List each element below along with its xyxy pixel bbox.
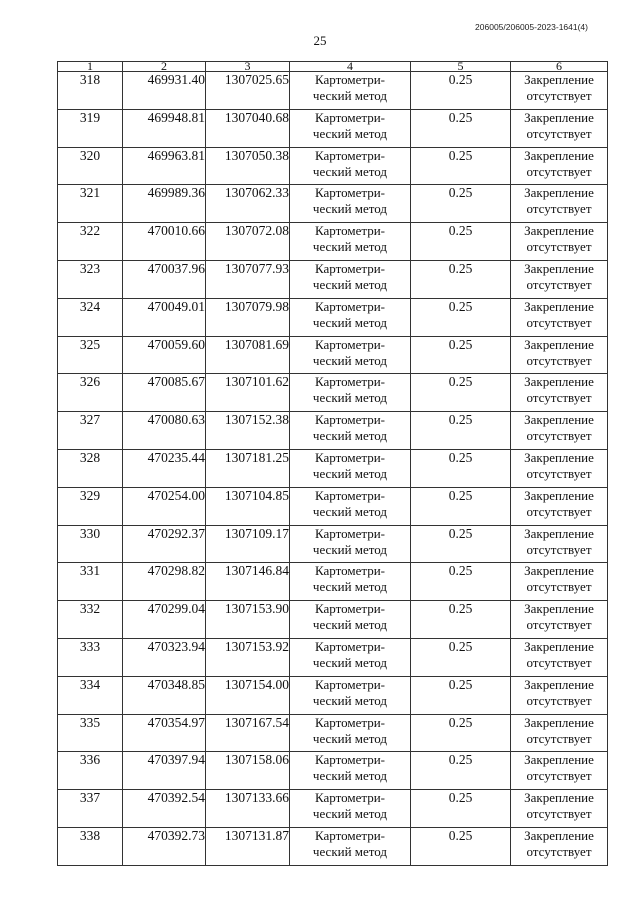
method-line-2: ческий метод — [312, 579, 388, 595]
table-row — [58, 260, 608, 298]
x-coordinate-cell: 470085.67 — [123, 374, 206, 412]
method-line-2: ческий метод — [312, 352, 388, 368]
fixation-cell — [511, 487, 608, 525]
column-header-4: 4 — [290, 62, 411, 72]
point-number-cell: 323 — [58, 260, 123, 298]
x-coordinate-cell: 470323.94 — [123, 638, 206, 676]
fixation-line-1: Закрепление — [524, 260, 594, 276]
fixation-line-1: Закрепление — [524, 147, 594, 163]
x-coordinate-cell: 470392.73 — [123, 827, 206, 865]
fixation-line-1: Закрепление — [524, 449, 594, 465]
table-row — [58, 336, 608, 374]
fixation-cell — [511, 676, 608, 714]
point-number-cell: 326 — [58, 374, 123, 412]
method-cell — [290, 752, 411, 790]
table-row — [58, 147, 608, 185]
fixation-line-1: Закрепление — [524, 827, 594, 843]
fixation-cell — [511, 714, 608, 752]
method-line-1: Картометри- — [315, 412, 385, 428]
point-number-cell: 336 — [58, 752, 123, 790]
table-row — [58, 223, 608, 261]
y-coordinate-cell: 1307025.65 — [206, 72, 290, 110]
document-id: 206005/206005-2023-1641(4) — [475, 22, 588, 32]
method-cell — [290, 525, 411, 563]
x-coordinate-cell: 470080.63 — [123, 412, 206, 450]
fixation-line-2: отсутствует — [526, 692, 592, 708]
fixation-line-2: отсутствует — [526, 730, 592, 746]
fixation-line-2: отсутствует — [526, 201, 592, 217]
x-coordinate-cell: 470392.54 — [123, 790, 206, 828]
x-coordinate-cell: 470354.97 — [123, 714, 206, 752]
point-number-cell: 324 — [58, 298, 123, 336]
fixation-line-2: отсутствует — [526, 125, 592, 141]
method-line-2: ческий метод — [312, 503, 388, 519]
column-header-3: 3 — [206, 62, 290, 72]
fixation-cell — [511, 412, 608, 450]
method-line-2: ческий метод — [312, 163, 388, 179]
point-number-cell: 320 — [58, 147, 123, 185]
y-coordinate-cell: 1307153.90 — [206, 601, 290, 639]
y-coordinate-cell: 1307062.33 — [206, 185, 290, 223]
fixation-line-2: отсутствует — [526, 88, 592, 103]
fixation-line-2: отсутствует — [526, 768, 592, 784]
method-line-1: Картометри- — [315, 638, 385, 654]
fixation-line-2: отсутствует — [526, 314, 592, 330]
method-line-1: Картометри- — [315, 752, 385, 768]
error-cell: 0.25 — [411, 72, 511, 110]
fixation-cell — [511, 298, 608, 336]
fixation-line-1: Закрепление — [524, 298, 594, 314]
method-line-2: ческий метод — [312, 843, 388, 859]
fixation-line-2: отсутствует — [526, 276, 592, 292]
y-coordinate-cell: 1307152.38 — [206, 412, 290, 450]
point-number-cell: 325 — [58, 336, 123, 374]
fixation-line-2: отсутствует — [526, 541, 592, 557]
fixation-cell — [511, 790, 608, 828]
y-coordinate-cell: 1307077.93 — [206, 260, 290, 298]
method-line-1: Картометри- — [315, 223, 385, 239]
table-row — [58, 185, 608, 223]
point-number-cell: 327 — [58, 412, 123, 450]
coordinates-table — [57, 61, 608, 866]
method-line-1: Картометри- — [315, 72, 385, 87]
method-cell — [290, 260, 411, 298]
fixation-cell — [511, 223, 608, 261]
x-coordinate-cell: 470292.37 — [123, 525, 206, 563]
error-cell: 0.25 — [411, 601, 511, 639]
error-cell: 0.25 — [411, 412, 511, 450]
point-number-cell: 338 — [58, 827, 123, 865]
table-row — [58, 109, 608, 147]
y-coordinate-cell: 1307081.69 — [206, 336, 290, 374]
method-line-1: Картометри- — [315, 260, 385, 276]
method-cell — [290, 487, 411, 525]
method-line-2: ческий метод — [312, 768, 388, 784]
point-number-cell: 332 — [58, 601, 123, 639]
page-number: 25 — [313, 33, 327, 48]
method-line-1: Картометри- — [315, 298, 385, 314]
y-coordinate-cell: 1307131.87 — [206, 827, 290, 865]
error-cell: 0.25 — [411, 449, 511, 487]
point-number-cell: 318 — [58, 72, 123, 110]
x-coordinate-cell: 470299.04 — [123, 601, 206, 639]
x-coordinate-cell: 470397.94 — [123, 752, 206, 790]
fixation-line-2: отсутствует — [526, 503, 592, 519]
table-row — [58, 563, 608, 601]
table-row — [58, 752, 608, 790]
method-cell — [290, 374, 411, 412]
point-number-cell: 335 — [58, 714, 123, 752]
table-row — [58, 449, 608, 487]
fixation-cell — [511, 638, 608, 676]
error-cell: 0.25 — [411, 676, 511, 714]
x-coordinate-cell: 469931.40 — [123, 72, 206, 110]
table-row — [58, 374, 608, 412]
error-cell: 0.25 — [411, 752, 511, 790]
fixation-line-1: Закрепление — [524, 72, 594, 87]
fixation-line-1: Закрепление — [524, 412, 594, 428]
x-coordinate-cell: 469963.81 — [123, 147, 206, 185]
method-cell — [290, 676, 411, 714]
method-cell — [290, 412, 411, 450]
method-cell — [290, 336, 411, 374]
method-line-2: ческий метод — [312, 654, 388, 670]
method-line-2: ческий метод — [312, 730, 388, 746]
table-row — [58, 525, 608, 563]
method-cell — [290, 827, 411, 865]
x-coordinate-cell: 470010.66 — [123, 223, 206, 261]
fixation-cell — [511, 563, 608, 601]
error-cell: 0.25 — [411, 336, 511, 374]
table-row — [58, 298, 608, 336]
method-line-2: ческий метод — [312, 201, 388, 217]
method-cell — [290, 72, 411, 110]
method-line-1: Картометри- — [315, 525, 385, 541]
method-line-2: ческий метод — [312, 239, 388, 255]
table-row — [58, 676, 608, 714]
method-cell — [290, 223, 411, 261]
table-row — [58, 827, 608, 865]
x-coordinate-cell: 470037.96 — [123, 260, 206, 298]
y-coordinate-cell: 1307050.38 — [206, 147, 290, 185]
y-coordinate-cell: 1307133.66 — [206, 790, 290, 828]
table-row — [58, 790, 608, 828]
fixation-line-1: Закрепление — [524, 487, 594, 503]
fixation-cell — [511, 827, 608, 865]
method-line-1: Картометри- — [315, 601, 385, 617]
fixation-line-2: отсутствует — [526, 579, 592, 595]
table-row — [58, 638, 608, 676]
column-header-2: 2 — [123, 62, 206, 72]
method-cell — [290, 638, 411, 676]
fixation-cell — [511, 601, 608, 639]
fixation-cell — [511, 72, 608, 110]
fixation-line-1: Закрепление — [524, 752, 594, 768]
method-line-2: ческий метод — [312, 314, 388, 330]
method-line-1: Картометри- — [315, 147, 385, 163]
column-header-6: 6 — [511, 62, 608, 72]
method-line-2: ческий метод — [312, 806, 388, 822]
error-cell: 0.25 — [411, 487, 511, 525]
fixation-line-2: отсутствует — [526, 654, 592, 670]
y-coordinate-cell: 1307040.68 — [206, 109, 290, 147]
point-number-cell: 322 — [58, 223, 123, 261]
method-line-1: Картометри- — [315, 790, 385, 806]
x-coordinate-cell: 470235.44 — [123, 449, 206, 487]
fixation-line-2: отсутствует — [526, 806, 592, 822]
method-line-1: Картометри- — [315, 714, 385, 730]
method-line-1: Картометри- — [315, 676, 385, 692]
method-cell — [290, 185, 411, 223]
error-cell: 0.25 — [411, 223, 511, 261]
x-coordinate-cell: 469948.81 — [123, 109, 206, 147]
column-header-1: 1 — [58, 62, 123, 72]
y-coordinate-cell: 1307079.98 — [206, 298, 290, 336]
fixation-cell — [511, 752, 608, 790]
fixation-line-1: Закрепление — [524, 676, 594, 692]
y-coordinate-cell: 1307154.00 — [206, 676, 290, 714]
fixation-cell — [511, 525, 608, 563]
fixation-line-1: Закрепление — [524, 563, 594, 579]
header-row — [58, 62, 608, 72]
x-coordinate-cell: 470298.82 — [123, 563, 206, 601]
method-line-1: Картометри- — [315, 185, 385, 201]
x-coordinate-cell: 469989.36 — [123, 185, 206, 223]
fixation-line-1: Закрепление — [524, 336, 594, 352]
method-line-2: ческий метод — [312, 465, 388, 481]
method-line-1: Картометри- — [315, 563, 385, 579]
error-cell: 0.25 — [411, 298, 511, 336]
method-line-2: ческий метод — [312, 88, 388, 103]
y-coordinate-cell: 1307072.08 — [206, 223, 290, 261]
point-number-cell: 319 — [58, 109, 123, 147]
fixation-line-1: Закрепление — [524, 223, 594, 239]
error-cell: 0.25 — [411, 638, 511, 676]
table-row — [58, 412, 608, 450]
method-line-1: Картометри- — [315, 449, 385, 465]
method-cell — [290, 714, 411, 752]
method-line-1: Картометри- — [315, 827, 385, 843]
fixation-line-2: отсутствует — [526, 465, 592, 481]
fixation-cell — [511, 449, 608, 487]
table-row — [58, 601, 608, 639]
method-cell — [290, 601, 411, 639]
y-coordinate-cell: 1307109.17 — [206, 525, 290, 563]
fixation-cell — [511, 336, 608, 374]
error-cell: 0.25 — [411, 260, 511, 298]
fixation-line-1: Закрепление — [524, 109, 594, 125]
fixation-line-1: Закрепление — [524, 525, 594, 541]
error-cell: 0.25 — [411, 790, 511, 828]
method-line-1: Картометри- — [315, 336, 385, 352]
x-coordinate-cell: 470049.01 — [123, 298, 206, 336]
fixation-cell — [511, 109, 608, 147]
y-coordinate-cell: 1307104.85 — [206, 487, 290, 525]
column-header-5: 5 — [411, 62, 511, 72]
fixation-line-1: Закрепление — [524, 638, 594, 654]
method-line-2: ческий метод — [312, 692, 388, 708]
method-cell — [290, 449, 411, 487]
fixation-cell — [511, 374, 608, 412]
error-cell: 0.25 — [411, 109, 511, 147]
table-row — [58, 72, 608, 110]
fixation-cell — [511, 147, 608, 185]
method-cell — [290, 298, 411, 336]
fixation-line-2: отсутствует — [526, 843, 592, 859]
y-coordinate-cell: 1307167.54 — [206, 714, 290, 752]
fixation-cell — [511, 185, 608, 223]
x-coordinate-cell: 470059.60 — [123, 336, 206, 374]
fixation-line-1: Закрепление — [524, 714, 594, 730]
fixation-line-2: отсутствует — [526, 390, 592, 406]
table-row — [58, 714, 608, 752]
fixation-line-2: отсутствует — [526, 352, 592, 368]
method-line-1: Картометри- — [315, 487, 385, 503]
method-line-2: ческий метод — [312, 390, 388, 406]
method-line-2: ческий метод — [312, 428, 388, 444]
error-cell: 0.25 — [411, 563, 511, 601]
point-number-cell: 334 — [58, 676, 123, 714]
x-coordinate-cell: 470348.85 — [123, 676, 206, 714]
table-row — [58, 487, 608, 525]
fixation-line-2: отсутствует — [526, 239, 592, 255]
y-coordinate-cell: 1307158.06 — [206, 752, 290, 790]
error-cell: 0.25 — [411, 827, 511, 865]
table-header — [58, 59, 608, 73]
table-body — [58, 72, 608, 866]
y-coordinate-cell: 1307181.25 — [206, 449, 290, 487]
error-cell: 0.25 — [411, 714, 511, 752]
fixation-cell — [511, 260, 608, 298]
method-line-2: ческий метод — [312, 541, 388, 557]
fixation-line-2: отсутствует — [526, 617, 592, 633]
x-coordinate-cell: 470254.00 — [123, 487, 206, 525]
fixation-line-1: Закрепление — [524, 185, 594, 201]
method-line-1: Картометри- — [315, 109, 385, 125]
point-number-cell: 330 — [58, 525, 123, 563]
error-cell: 0.25 — [411, 147, 511, 185]
method-cell — [290, 563, 411, 601]
point-number-cell: 331 — [58, 563, 123, 601]
method-cell — [290, 147, 411, 185]
point-number-cell: 328 — [58, 449, 123, 487]
error-cell: 0.25 — [411, 525, 511, 563]
method-line-2: ческий метод — [312, 125, 388, 141]
y-coordinate-cell: 1307101.62 — [206, 374, 290, 412]
point-number-cell: 337 — [58, 790, 123, 828]
method-cell — [290, 790, 411, 828]
method-line-1: Картометри- — [315, 374, 385, 390]
error-cell: 0.25 — [411, 374, 511, 412]
y-coordinate-cell: 1307146.84 — [206, 563, 290, 601]
fixation-line-2: отсутствует — [526, 163, 592, 179]
method-line-2: ческий метод — [312, 617, 388, 633]
y-coordinate-cell: 1307153.92 — [206, 638, 290, 676]
method-line-2: ческий метод — [312, 276, 388, 292]
fixation-line-2: отсутствует — [526, 428, 592, 444]
point-number-cell: 321 — [58, 185, 123, 223]
point-number-cell: 329 — [58, 487, 123, 525]
fixation-line-1: Закрепление — [524, 374, 594, 390]
point-number-cell: 333 — [58, 638, 123, 676]
method-cell — [290, 109, 411, 147]
fixation-line-1: Закрепление — [524, 601, 594, 617]
error-cell: 0.25 — [411, 185, 511, 223]
fixation-line-1: Закрепление — [524, 790, 594, 806]
